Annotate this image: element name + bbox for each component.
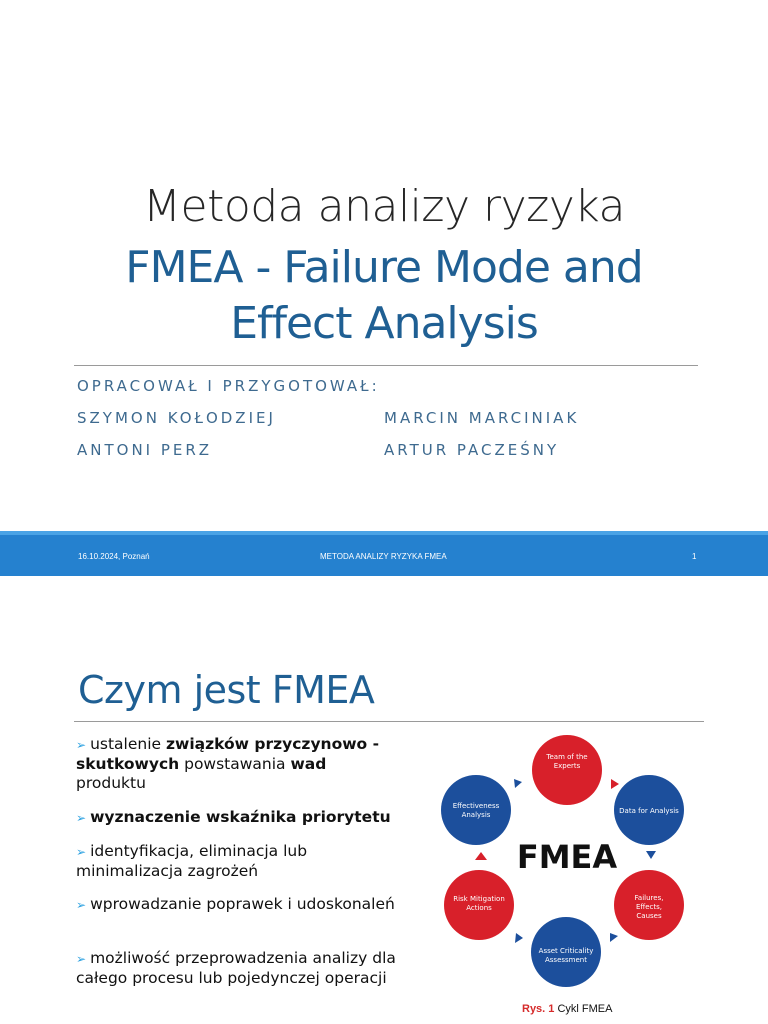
title-subtitle — [60, 240, 708, 352]
author-name: ARTUR PACZEŚNY — [384, 441, 560, 459]
cycle-node — [441, 775, 511, 845]
bullet-text: możliwość przeprowadzenia analizy dla całego procesu lub pojedynczej operacji — [76, 949, 396, 987]
bullet-item — [76, 842, 396, 881]
bullet-item — [76, 808, 396, 828]
arrow-bullet-icon: ➢ — [76, 811, 87, 825]
bullet-bold-text: wad — [290, 755, 327, 773]
author-name: SZYMON KOŁODZIEJ — [77, 409, 276, 427]
node-label: Effectiveness — [452, 802, 500, 810]
arrow-bullet-icon: ➢ — [76, 952, 87, 966]
arrow-icon — [646, 851, 656, 859]
author-name: ANTONI PERZ — [77, 441, 213, 459]
footer-page-number: 1 — [692, 552, 697, 561]
node-label: Failures, — [634, 894, 664, 902]
arrow-bullet-icon: ➢ — [76, 845, 87, 859]
node-label: Actions — [466, 904, 492, 912]
arrow-icon — [610, 933, 618, 942]
author-name: MARCIN MARCINIAK — [384, 409, 580, 427]
arrow-icon — [514, 779, 522, 788]
cycle-node — [532, 735, 602, 805]
arrow-bullet-icon: ➢ — [76, 898, 87, 912]
bullet-text: wprowadzanie poprawek i udoskonaleń — [90, 895, 395, 913]
node-label: Data for Analysis — [619, 807, 679, 815]
figure-caption — [522, 1003, 612, 1015]
node-label: Asset Criticality — [538, 947, 594, 955]
title-subtitle-line-1: FMEA - Failure Mode and — [125, 242, 643, 293]
bullet-text: powstawania — [179, 755, 291, 773]
footer-date: 16.10.2024, Poznań — [78, 552, 150, 561]
caption-text: Cykl FMEA — [557, 1003, 613, 1015]
node-label: Analysis — [461, 811, 491, 819]
caption-prefix: Rys. 1 — [522, 1003, 555, 1015]
slide-title: Czym jest FMEA — [78, 668, 375, 712]
diagram-center-label: FMEA — [516, 838, 618, 876]
arrow-bullet-icon: ➢ — [76, 738, 87, 752]
node-label: Effects, — [635, 903, 663, 911]
arrow-icon — [475, 852, 487, 860]
fmea-cycle-diagram — [430, 722, 700, 1012]
divider — [74, 365, 698, 366]
bullet-item — [76, 949, 396, 988]
bullet-text: produktu — [76, 774, 146, 792]
prepared-by-label: OPRACOWAŁ I PRZYGOTOWAŁ: — [77, 377, 380, 395]
bullet-bold-text: związków przyczynowo - skutkowych — [76, 735, 380, 773]
node-label: Team of the — [546, 753, 588, 761]
footer-title: METODA ANALIZY RYZYKA FMEA — [320, 552, 447, 561]
title-subtitle-line-2: Effect Analysis — [230, 298, 538, 349]
node-label: Experts — [553, 762, 581, 770]
arrow-icon — [611, 779, 619, 789]
bullet-bold-text: wyznaczenie wskaźnika priorytetu — [90, 808, 391, 826]
bullet-item — [76, 735, 396, 793]
bullet-text: identyfikacja, eliminacja lub minimalizacja zagrożeń — [76, 842, 308, 880]
title-main: Metoda analizy ryzyka — [143, 181, 625, 232]
bullet-text: ustalenie — [90, 735, 166, 753]
bullet-item — [76, 895, 396, 915]
node-label: Causes — [636, 912, 662, 920]
node-label: Assessment — [545, 956, 587, 964]
footer-strip — [0, 531, 768, 535]
arrow-icon — [515, 933, 523, 943]
node-label: Risk Mitigation — [453, 895, 505, 903]
